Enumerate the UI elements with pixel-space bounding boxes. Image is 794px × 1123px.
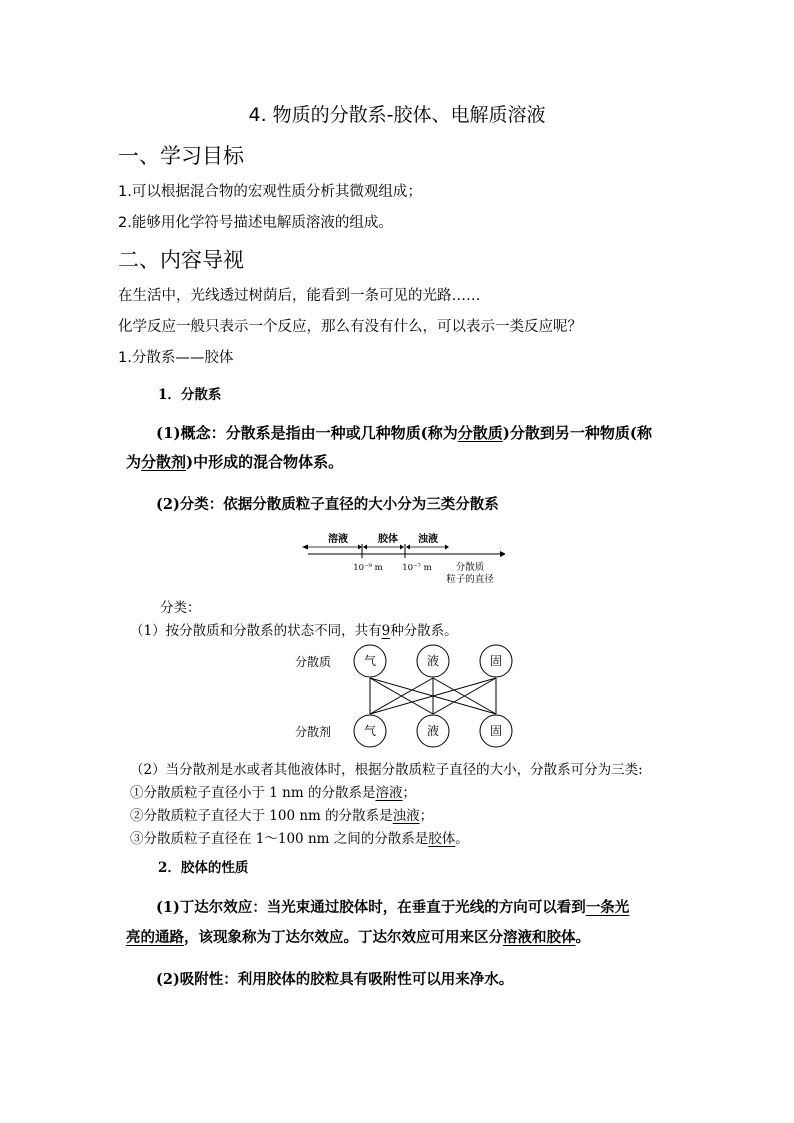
- concept-text: )分散到另一种物质(称: [502, 424, 652, 442]
- tick-label-1: 10⁻⁹ m: [353, 563, 383, 573]
- tick-label-2: 10⁻⁷ m: [402, 563, 432, 573]
- class-text: ②分散质粒子直径大于 100 nm 的分散系是: [130, 808, 393, 824]
- svg-text:液: 液: [426, 654, 440, 668]
- class-item-1: [130, 781, 416, 801]
- tyndall-term-distinguish: 溶液和胶体: [503, 929, 576, 946]
- class-term-suspension: 浊液: [392, 808, 420, 824]
- svg-text:固: 固: [489, 654, 503, 668]
- class-term-solution: 溶液: [375, 785, 403, 801]
- particle-size-scale: [300, 530, 505, 590]
- tyndall-term: 亮的通路: [126, 929, 184, 946]
- row-label-dispersant: 分散剂: [295, 725, 332, 739]
- concept-text: 为: [126, 453, 142, 471]
- subsection-title: 1.分散系——胶体: [118, 350, 234, 366]
- term-dispersant: 分散剂: [141, 453, 187, 471]
- class-item-2: [130, 804, 433, 824]
- concept-line-1: [156, 422, 652, 443]
- class-text: 。: [455, 831, 469, 847]
- range-arrowhead: [406, 545, 410, 550]
- range-arrowhead: [400, 545, 404, 550]
- class-item-3: [130, 827, 469, 847]
- class-text: ③分散质粒子直径在 1～100 nm 之间的分散系是: [130, 831, 429, 847]
- scale-axis-arrow: [500, 551, 505, 557]
- axis-label-line1: 分散质: [455, 562, 485, 573]
- svg-text:气: 气: [363, 724, 377, 738]
- part1-heading: 1．分散系: [158, 387, 222, 403]
- tyndall-text: ，该现象称为丁达尔效应。丁达尔效应可用来区分: [184, 929, 503, 946]
- tyndall-text: (1)丁达尔效应：当光束通过胶体时，在垂直于光线的方向可以看到: [156, 899, 586, 916]
- state-count: 9: [381, 623, 391, 639]
- part2-heading: 2．胶体的性质: [158, 860, 249, 876]
- range-arrowhead: [363, 545, 367, 550]
- row-label-dispersoid: 分散质: [295, 655, 332, 669]
- tyndall-line-2: [126, 926, 590, 947]
- connection-lines: [370, 678, 496, 714]
- state-text: 种分散系。: [390, 623, 458, 639]
- range-arrowhead: [302, 545, 308, 550]
- node-top-gas: [354, 645, 386, 677]
- class-term-colloid: 胶体: [428, 831, 456, 847]
- node-bottom-liquid: [417, 715, 449, 747]
- node-bottom-gas: [354, 715, 386, 747]
- range-arrowhead: [445, 545, 449, 550]
- range-label-colloid: 胶体: [378, 534, 398, 545]
- svg-text:液: 液: [426, 724, 440, 738]
- intro-line-2: 化学反应一般只表示一个反应，那么有没有什么，可以表示一类反应呢？: [118, 319, 582, 335]
- goal-item-1: 1.可以根据混合物的宏观性质分析其微观组成；: [118, 184, 422, 200]
- classify-line: (2)分类：依据分散质粒子直径的大小分为三类分散系: [156, 496, 499, 513]
- concept-text: (1)概念：分散系是指由一种或几种物质(称为: [156, 424, 458, 442]
- classify-by-size: （2）当分散剂是水或者其他液体时，根据分散质粒子直径的大小，分散系可分为三类:: [130, 762, 643, 778]
- concept-line-2: [126, 451, 343, 472]
- tyndall-term: 一条光: [585, 899, 630, 916]
- range-label-solution: 溶液: [328, 534, 348, 545]
- node-top-solid: [480, 645, 512, 677]
- classify-by-state: [130, 619, 458, 639]
- node-bottom-solid: [480, 715, 512, 747]
- tyndall-text: 。: [575, 929, 590, 946]
- class-text: ①分散质粒子直径小于 1 nm 的分散系是: [130, 785, 376, 801]
- class-text: ；: [402, 785, 416, 801]
- range-arrowhead: [358, 545, 362, 550]
- dispersion-states-diagram: [290, 642, 525, 752]
- svg-text:固: 固: [489, 724, 503, 738]
- section-heading-guide: 二、内容导视: [118, 248, 244, 272]
- axis-label-line2: 粒子的直径: [446, 574, 494, 585]
- section-heading-goals: 一、学习目标: [118, 144, 244, 168]
- term-dispersoid: 分散质: [457, 424, 503, 442]
- range-label-suspension: 浊液: [418, 534, 438, 545]
- svg-text:气: 气: [363, 654, 377, 668]
- state-text: （1）按分散质和分散系的状态不同，共有: [130, 623, 382, 639]
- classification-label: 分类：: [160, 600, 201, 616]
- node-top-liquid: [417, 645, 449, 677]
- page-title: 4. 物质的分散系-胶体、电解质溶液: [248, 104, 546, 126]
- intro-line-1: 在生活中，光线透过树荫后，能看到一条可见的光路……: [118, 288, 481, 304]
- goal-item-2: 2.能够用化学符号描述电解质溶液的组成。: [118, 215, 393, 231]
- tyndall-line-1: [156, 896, 629, 917]
- class-text: ；: [419, 808, 434, 824]
- concept-text: )中形成的混合物体系。: [186, 453, 344, 471]
- adsorption-line: (2)吸附性：利用胶体的胶粒具有吸附性可以用来净水。: [156, 971, 514, 988]
